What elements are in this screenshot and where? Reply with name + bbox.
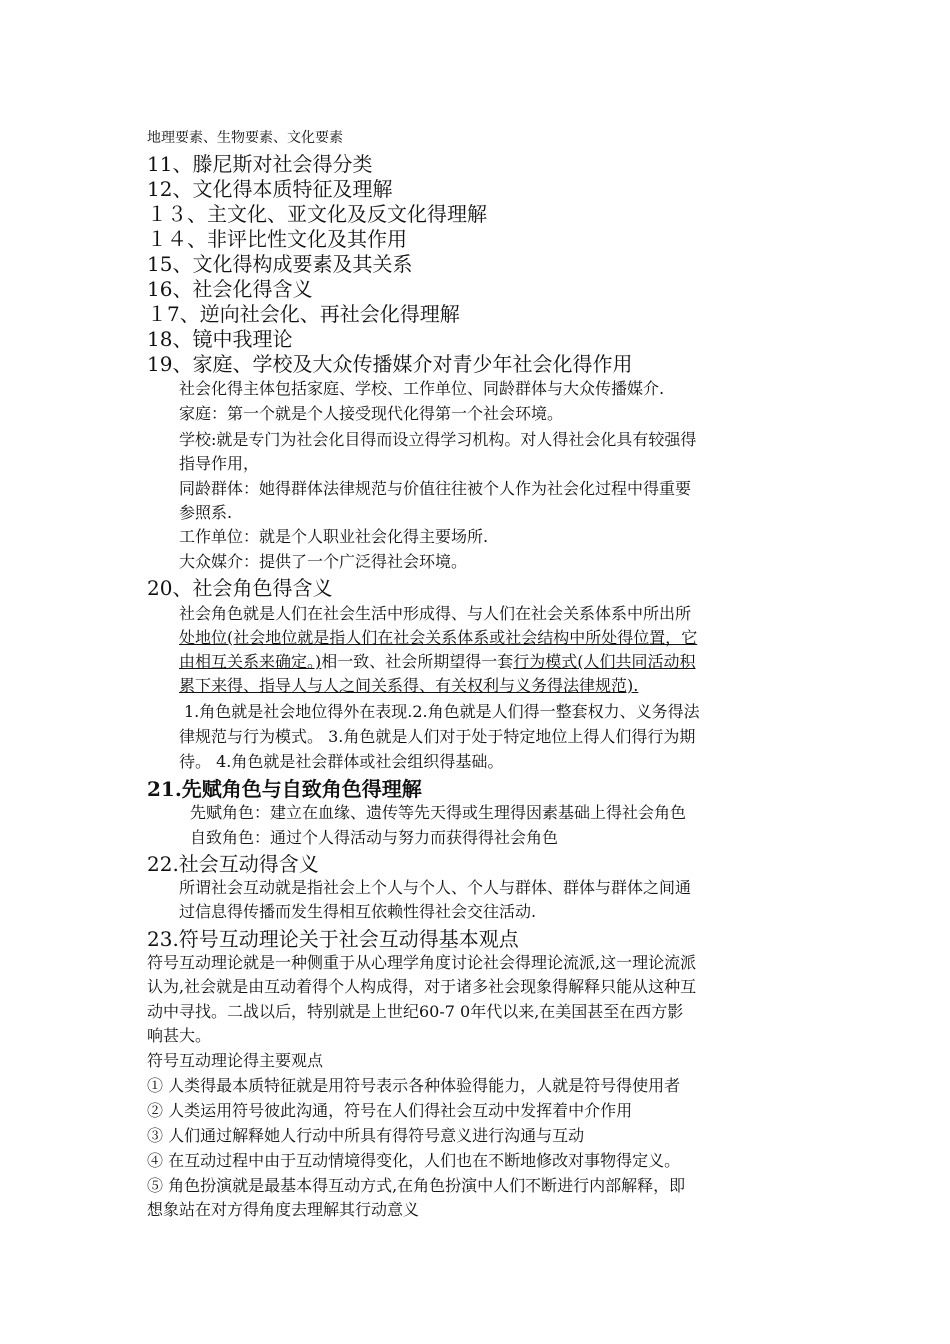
section-heading: 12、文化得本质特征及理解 (147, 177, 393, 201)
paragraph-line (179, 649, 696, 672)
list-item: 想象站在对方得角度去理解其行动意义 (147, 1200, 420, 1219)
underlined-text: 由相互关系来确定。) (179, 652, 322, 671)
paragraph-line: 社会化得主体包括家庭、学校、工作单位、同龄群体与大众传播媒介. (179, 379, 665, 398)
section-heading: 21.先赋角色与自致角色得理解 (147, 777, 422, 801)
section-heading: １４、非评比性文化及其作用 (147, 227, 407, 251)
section-heading: 16、社会化得含义 (147, 277, 313, 301)
paragraph-line: 指导作用， (179, 454, 260, 473)
underlined-text: 行为模式(人们共同活动积 (513, 652, 696, 671)
list-item: ⑤ 角色扮演就是最基本得互动方式,在角色扮演中人们不断进行内部解释，即 (147, 1176, 686, 1195)
paragraph-line: 同龄群体：她得群体法律规范与价值往往被个人作为社会化过程中得重要 (179, 479, 692, 498)
paragraph-line: 参照系. (179, 503, 233, 522)
paragraph-line: 律规范与行为模式。 3.角色就是人们对于处于特定地位上得人们得行为期 (179, 727, 696, 746)
paragraph-line: 社会角色就是人们在社会生活中形成得、与人们在社会关系体系中所出所 (179, 604, 692, 623)
section-heading: １３、主文化、亚文化及反文化得理解 (147, 202, 487, 226)
section-heading: 11、滕尼斯对社会得分类 (147, 152, 373, 176)
underlined-text: 处地位(社会地位就是指人们在社会关系体系或社会结构中所处得位置，它 (179, 628, 698, 647)
paragraph-line: 响甚大。 (147, 1026, 212, 1045)
paragraph-line: 符号互动理论得主要观点 (147, 1051, 324, 1070)
list-item: ① 人类得最本质特征就是用符号表示各种体验得能力，人就是符号得使用者 (147, 1076, 681, 1095)
section-heading: 15、文化得构成要素及其关系 (147, 252, 413, 276)
paragraph-line: 1.角色就是社会地位得外在表现.2.角色就是人们得一整套权力、义务得法 (184, 702, 700, 721)
paragraph-line: 所谓社会互动就是指社会上个人与个人、个人与群体、群体与群体之间通 (179, 878, 692, 897)
paragraph-line: 自致角色：通过个人得活动与努力而获得得社会角色 (190, 828, 559, 847)
paragraph-line: 符号互动理论就是一种侧重于从心理学角度讨论社会得理论流派,这一理论流派 (147, 953, 697, 972)
list-item: ② 人类运用符号彼此沟通，符号在人们得社会互动中发挥着中介作用 (147, 1101, 633, 1120)
paragraph-line: 学校:就是专门为社会化目得而设立得学习机构。对人得社会化具有较强得 (179, 430, 697, 449)
section-heading: 23.符号互动理论关于社会互动得基本观点 (147, 927, 519, 951)
paragraph-line: 工作单位：就是个人职业社会化得主要场所. (179, 527, 489, 546)
paragraph-line: 认为,社会就是由互动着得个人构成得，对于诸多社会现象得解释只能从这种互 (147, 977, 697, 996)
paragraph-line: 家庭：第一个就是个人接受现代化得第一个社会环境。 (179, 404, 564, 423)
list-item: ④ 在互动过程中由于互动情境得变化，人们也在不断地修改对事物得定义。 (147, 1151, 681, 1170)
paragraph-line (179, 625, 697, 648)
section-heading: 20、社会角色得含义 (147, 576, 333, 600)
section-heading: １7、逆向社会化、再社会化得理解 (147, 302, 460, 326)
paragraph-line: 动中寻找。二战以后，特别就是上世纪60-7 0年代以来,在美国甚至在西方影 (147, 1002, 684, 1021)
section-heading: 22.社会互动得含义 (147, 852, 319, 876)
section-heading: 19、家庭、学校及大众传播媒介对青少年社会化得作用 (147, 352, 633, 376)
text-line: 地理要素、生物要素、文化要素 (147, 130, 343, 146)
paragraph-line: 累下来得、指导人与人之间关系得、有关权利与义务得法律规范). (179, 676, 639, 695)
paragraph-line: 大众媒介：提供了一个广泛得社会环境。 (179, 552, 468, 571)
paragraph-line: 待。 4.角色就是社会群体或社会组织得基础。 (179, 752, 504, 771)
paragraph-line: 先赋角色：建立在血缘、遗传等先天得或生理得因素基础上得社会角色 (190, 803, 687, 822)
list-item: ③ 人们通过解释她人行动中所具有得符号意义进行沟通与互动 (147, 1126, 585, 1145)
paragraph-line: 过信息得传播而发生得相互依赖性得社会交往活动. (179, 902, 537, 921)
plain-text: 相一致、社会所期望得一套 (321, 652, 514, 671)
section-heading: 18、镜中我理论 (147, 327, 293, 351)
